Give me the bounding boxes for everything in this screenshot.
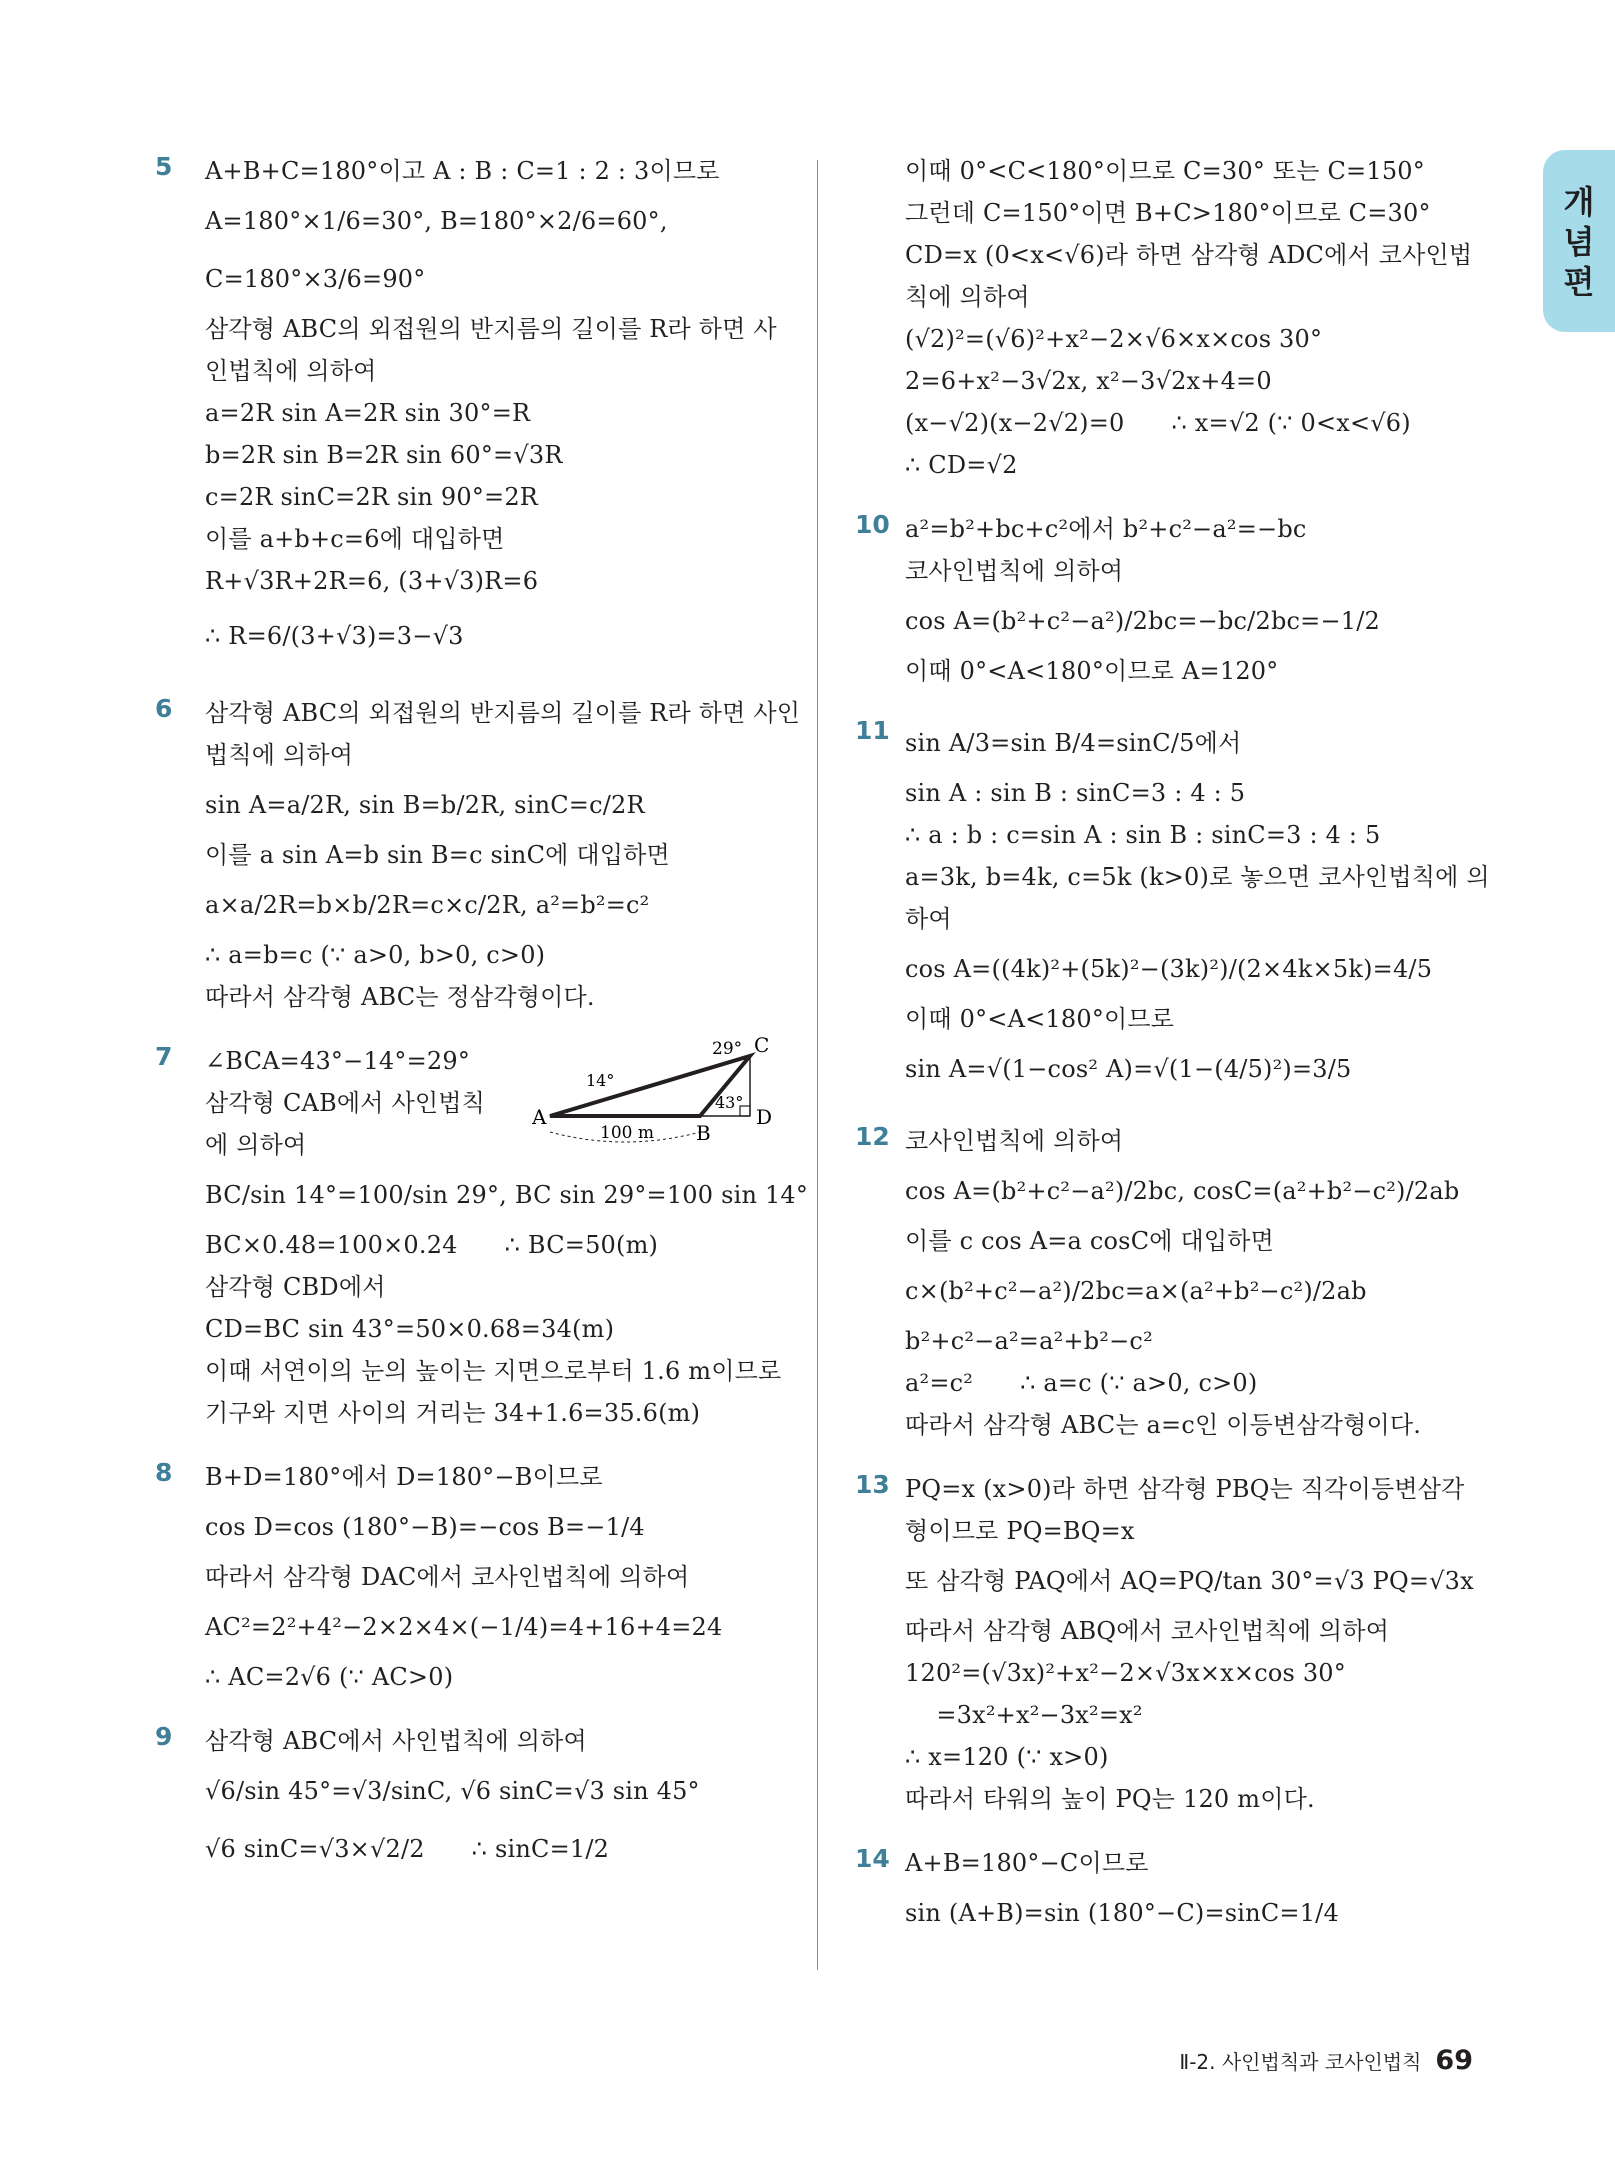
angle-c-label: 29° (712, 1039, 743, 1059)
vertex-b-label: B (696, 1121, 711, 1144)
solution-line: 따라서 타워의 높이 PQ는 120 m이다. (905, 1785, 1315, 1813)
solution-line: 에 의하여 (205, 1131, 307, 1159)
solution-line: sin A : sin B : sinC=3 : 4 : 5 (905, 779, 1246, 807)
problem-number: 5 (155, 152, 173, 181)
problem-14 (855, 1842, 1495, 1942)
problem-number: 10 (855, 510, 890, 539)
solution-line: CD=BC sin 43°=50×0.68=34(m) (205, 1315, 615, 1343)
solution-line: C=180°×3/6=90° (205, 265, 426, 293)
problem-number: 8 (155, 1458, 173, 1487)
solution-line: a=3k, b=4k, c=5k (k>0)로 놓으면 코사인법칙에 의 (905, 863, 1490, 891)
solution-line: sin A/3=sin B/4=sinC/5에서 (905, 729, 1242, 757)
section-tab-label: 개념편 (1563, 183, 1595, 301)
solution-line: cos A=(b²+c²−a²)/2bc, cosC=(a²+b²−c²)/2ab (905, 1177, 1460, 1205)
angle-b-label: 43° (715, 1093, 744, 1112)
solution-line: b=2R sin B=2R sin 60°=√3R (205, 441, 563, 469)
problem-8 (155, 1456, 795, 1698)
solution-line: 삼각형 ABC에서 사인법칙에 의하여 (205, 1727, 587, 1755)
solution-line: 기구와 지면 사이의 거리는 34+1.6=35.6(m) (205, 1399, 701, 1427)
solution-line: (√2)²=(√6)²+x²−2×√6×x×cos 30° (905, 325, 1323, 353)
solution-line: ∴ AC=2√6 (∵ AC>0) (205, 1663, 454, 1691)
problem-5 (155, 150, 795, 670)
solution-line: √6 sinC=√3×√2/2 ∴ sinC=1/2 (205, 1835, 610, 1863)
solution-line: =3x²+x²−3x²=x² (905, 1701, 1143, 1729)
solution-line: 칙에 의하여 (905, 283, 1030, 311)
solution-line: √6/sin 45°=√3/sinC, √6 sinC=√3 sin 45° (205, 1777, 700, 1805)
solution-line: ∠BCA=43°−14°=29° (205, 1047, 471, 1075)
solution-line: 이를 c cos A=a cosC에 대입하면 (905, 1227, 1275, 1255)
solution-line: 2=6+x²−3√2x, x²−3√2x+4=0 (905, 367, 1272, 395)
right-column (855, 150, 1495, 1942)
solution-line: AC²=2²+4²−2×2×4×(−1/4)=4+16+4=24 (205, 1613, 723, 1641)
problem-number: 9 (155, 1722, 173, 1751)
column-divider (817, 160, 818, 1970)
solution-line: A=180°×1/6=30°, B=180°×2/6=60°, (205, 207, 668, 235)
solution-line: c×(b²+c²−a²)/2bc=a×(a²+b²−c²)/2ab (905, 1277, 1367, 1305)
solution-line: 삼각형 ABC의 외접원의 반지름의 길이를 R라 하면 사인 (205, 699, 801, 727)
solution-line: 이때 0°<A<180°이므로 (905, 1005, 1175, 1033)
solution-line: 하여 (905, 905, 952, 933)
problem-9-continued (855, 150, 1495, 486)
solution-line: 인법칙에 의하여 (205, 357, 377, 385)
angle-a-label: 14° (586, 1071, 615, 1090)
solution-line: 따라서 삼각형 ABC는 a=c인 이등변삼각형이다. (905, 1411, 1422, 1439)
solution-line: R+√3R+2R=6, (3+√3)R=6 (205, 567, 539, 595)
solution-line: 이때 0°<C<180°이므로 C=30° 또는 C=150° (905, 157, 1425, 185)
problem-number: 11 (855, 716, 890, 745)
vertex-d-label: D (756, 1105, 773, 1129)
solution-line: 삼각형 CBD에서 (205, 1273, 386, 1301)
solution-line: 코사인법칙에 의하여 (905, 1127, 1124, 1155)
solution-line: sin (A+B)=sin (180°−C)=sinC=1/4 (905, 1899, 1339, 1927)
solution-line: 이를 a+b+c=6에 대입하면 (205, 525, 505, 553)
solution-line: 그런데 C=150°이면 B+C>180°이므로 C=30° (905, 199, 1431, 227)
solution-line: c=2R sinC=2R sin 90°=2R (205, 483, 539, 511)
problem-number: 7 (155, 1042, 173, 1071)
page-footer (1179, 2045, 1473, 2076)
problem-12 (855, 1120, 1495, 1446)
problem-number: 12 (855, 1122, 890, 1151)
problem-11 (855, 714, 1495, 1098)
solution-line: sin A=√(1−cos² A)=√(1−(4/5)²)=3/5 (905, 1055, 1352, 1083)
solution-line: 이때 서연이의 눈의 높이는 지면으로부터 1.6 m이므로 (205, 1357, 782, 1385)
solution-line: cos A=((4k)²+(5k)²−(3k)²)/(2×4k×5k)=4/5 (905, 955, 1433, 983)
solution-line: 120²=(√3x)²+x²−2×√3x×x×cos 30° (905, 1659, 1346, 1687)
solution-line: 삼각형 CAB에서 사인법칙 (205, 1089, 486, 1117)
triangle-diagram (510, 1034, 780, 1144)
solution-line: BC×0.48=100×0.24 ∴ BC=50(m) (205, 1231, 659, 1259)
solution-line: ∴ R=6/(3+√3)=3−√3 (205, 622, 464, 650)
solution-line: PQ=x (x>0)라 하면 삼각형 PBQ는 직각이등변삼각 (905, 1475, 1465, 1503)
solution-line: 또 삼각형 PAQ에서 AQ=PQ/tan 30°=√3 PQ=√3x (905, 1567, 1474, 1595)
solution-line: ∴ CD=√2 (905, 451, 1018, 479)
solution-line: ∴ a=b=c (∵ a>0, b>0, c>0) (205, 941, 546, 969)
solution-line: a²=c² ∴ a=c (∵ a>0, c>0) (905, 1369, 1258, 1397)
solution-line: sin A=a/2R, sin B=b/2R, sinC=c/2R (205, 791, 645, 819)
solution-line: A+B=180°−C이므로 (905, 1849, 1149, 1877)
problem-6 (155, 692, 801, 1018)
footer-section-title: Ⅱ-2. 사인법칙과 코사인법칙 (1179, 2050, 1422, 2074)
left-column (155, 150, 809, 1878)
solution-line: b²+c²−a²=a²+b²−c² (905, 1327, 1153, 1355)
solution-line: 코사인법칙에 의하여 (905, 557, 1124, 585)
problem-13 (855, 1468, 1495, 1820)
solution-line: ∴ a : b : c=sin A : sin B : sinC=3 : 4 : 5 (905, 821, 1381, 849)
solution-line: ∴ x=120 (∵ x>0) (905, 1743, 1109, 1771)
distance-label: 100 m (600, 1123, 654, 1143)
problem-number: 14 (855, 1844, 890, 1873)
solution-line: 이때 0°<A<180°이므로 A=120° (905, 657, 1279, 685)
solution-line: B+D=180°에서 D=180°−B이므로 (205, 1463, 603, 1491)
solution-line: A+B+C=180°이고 A : B : C=1 : 2 : 3이므로 (205, 157, 720, 185)
page-number: 69 (1435, 2045, 1473, 2076)
problem-9 (155, 1720, 795, 1878)
solution-line: CD=x (0<x<√6)라 하면 삼각형 ADC에서 코사인법 (905, 241, 1473, 269)
solution-line: 형이므로 PQ=BQ=x (905, 1517, 1135, 1545)
solution-line: 삼각형 ABC의 외접원의 반지름의 길이를 R라 하면 사 (205, 315, 777, 343)
solution-line: a×a/2R=b×b/2R=c×c/2R, a²=b²=c² (205, 891, 650, 919)
problem-7 (155, 1034, 809, 1434)
problem-10 (855, 508, 1495, 692)
solution-line: 이를 a sin A=b sin B=c sinC에 대입하면 (205, 841, 670, 869)
solution-line: BC/sin 14°=100/sin 29°, BC sin 29°=100 sin 14° (205, 1181, 809, 1209)
section-tab (1543, 150, 1615, 332)
problem-number: 6 (155, 694, 173, 723)
solution-line: cos A=(b²+c²−a²)/2bc=−bc/2bc=−1/2 (905, 607, 1380, 635)
solution-line: 따라서 삼각형 ABQ에서 코사인법칙에 의하여 (905, 1617, 1390, 1645)
solution-line: a²=b²+bc+c²에서 b²+c²−a²=−bc (905, 515, 1307, 543)
problem-number: 13 (855, 1470, 890, 1499)
solution-line: 법칙에 의하여 (205, 741, 354, 769)
solution-line: cos D=cos (180°−B)=−cos B=−1/4 (205, 1513, 645, 1541)
solution-line: (x−√2)(x−2√2)=0 ∴ x=√2 (∵ 0<x<√6) (905, 409, 1411, 437)
solution-line: a=2R sin A=2R sin 30°=R (205, 399, 531, 427)
vertex-a-label: A (532, 1105, 547, 1129)
solution-line: 따라서 삼각형 DAC에서 코사인법칙에 의하여 (205, 1563, 690, 1591)
solution-line: 따라서 삼각형 ABC는 정삼각형이다. (205, 983, 595, 1011)
vertex-c-label: C (754, 1034, 770, 1057)
